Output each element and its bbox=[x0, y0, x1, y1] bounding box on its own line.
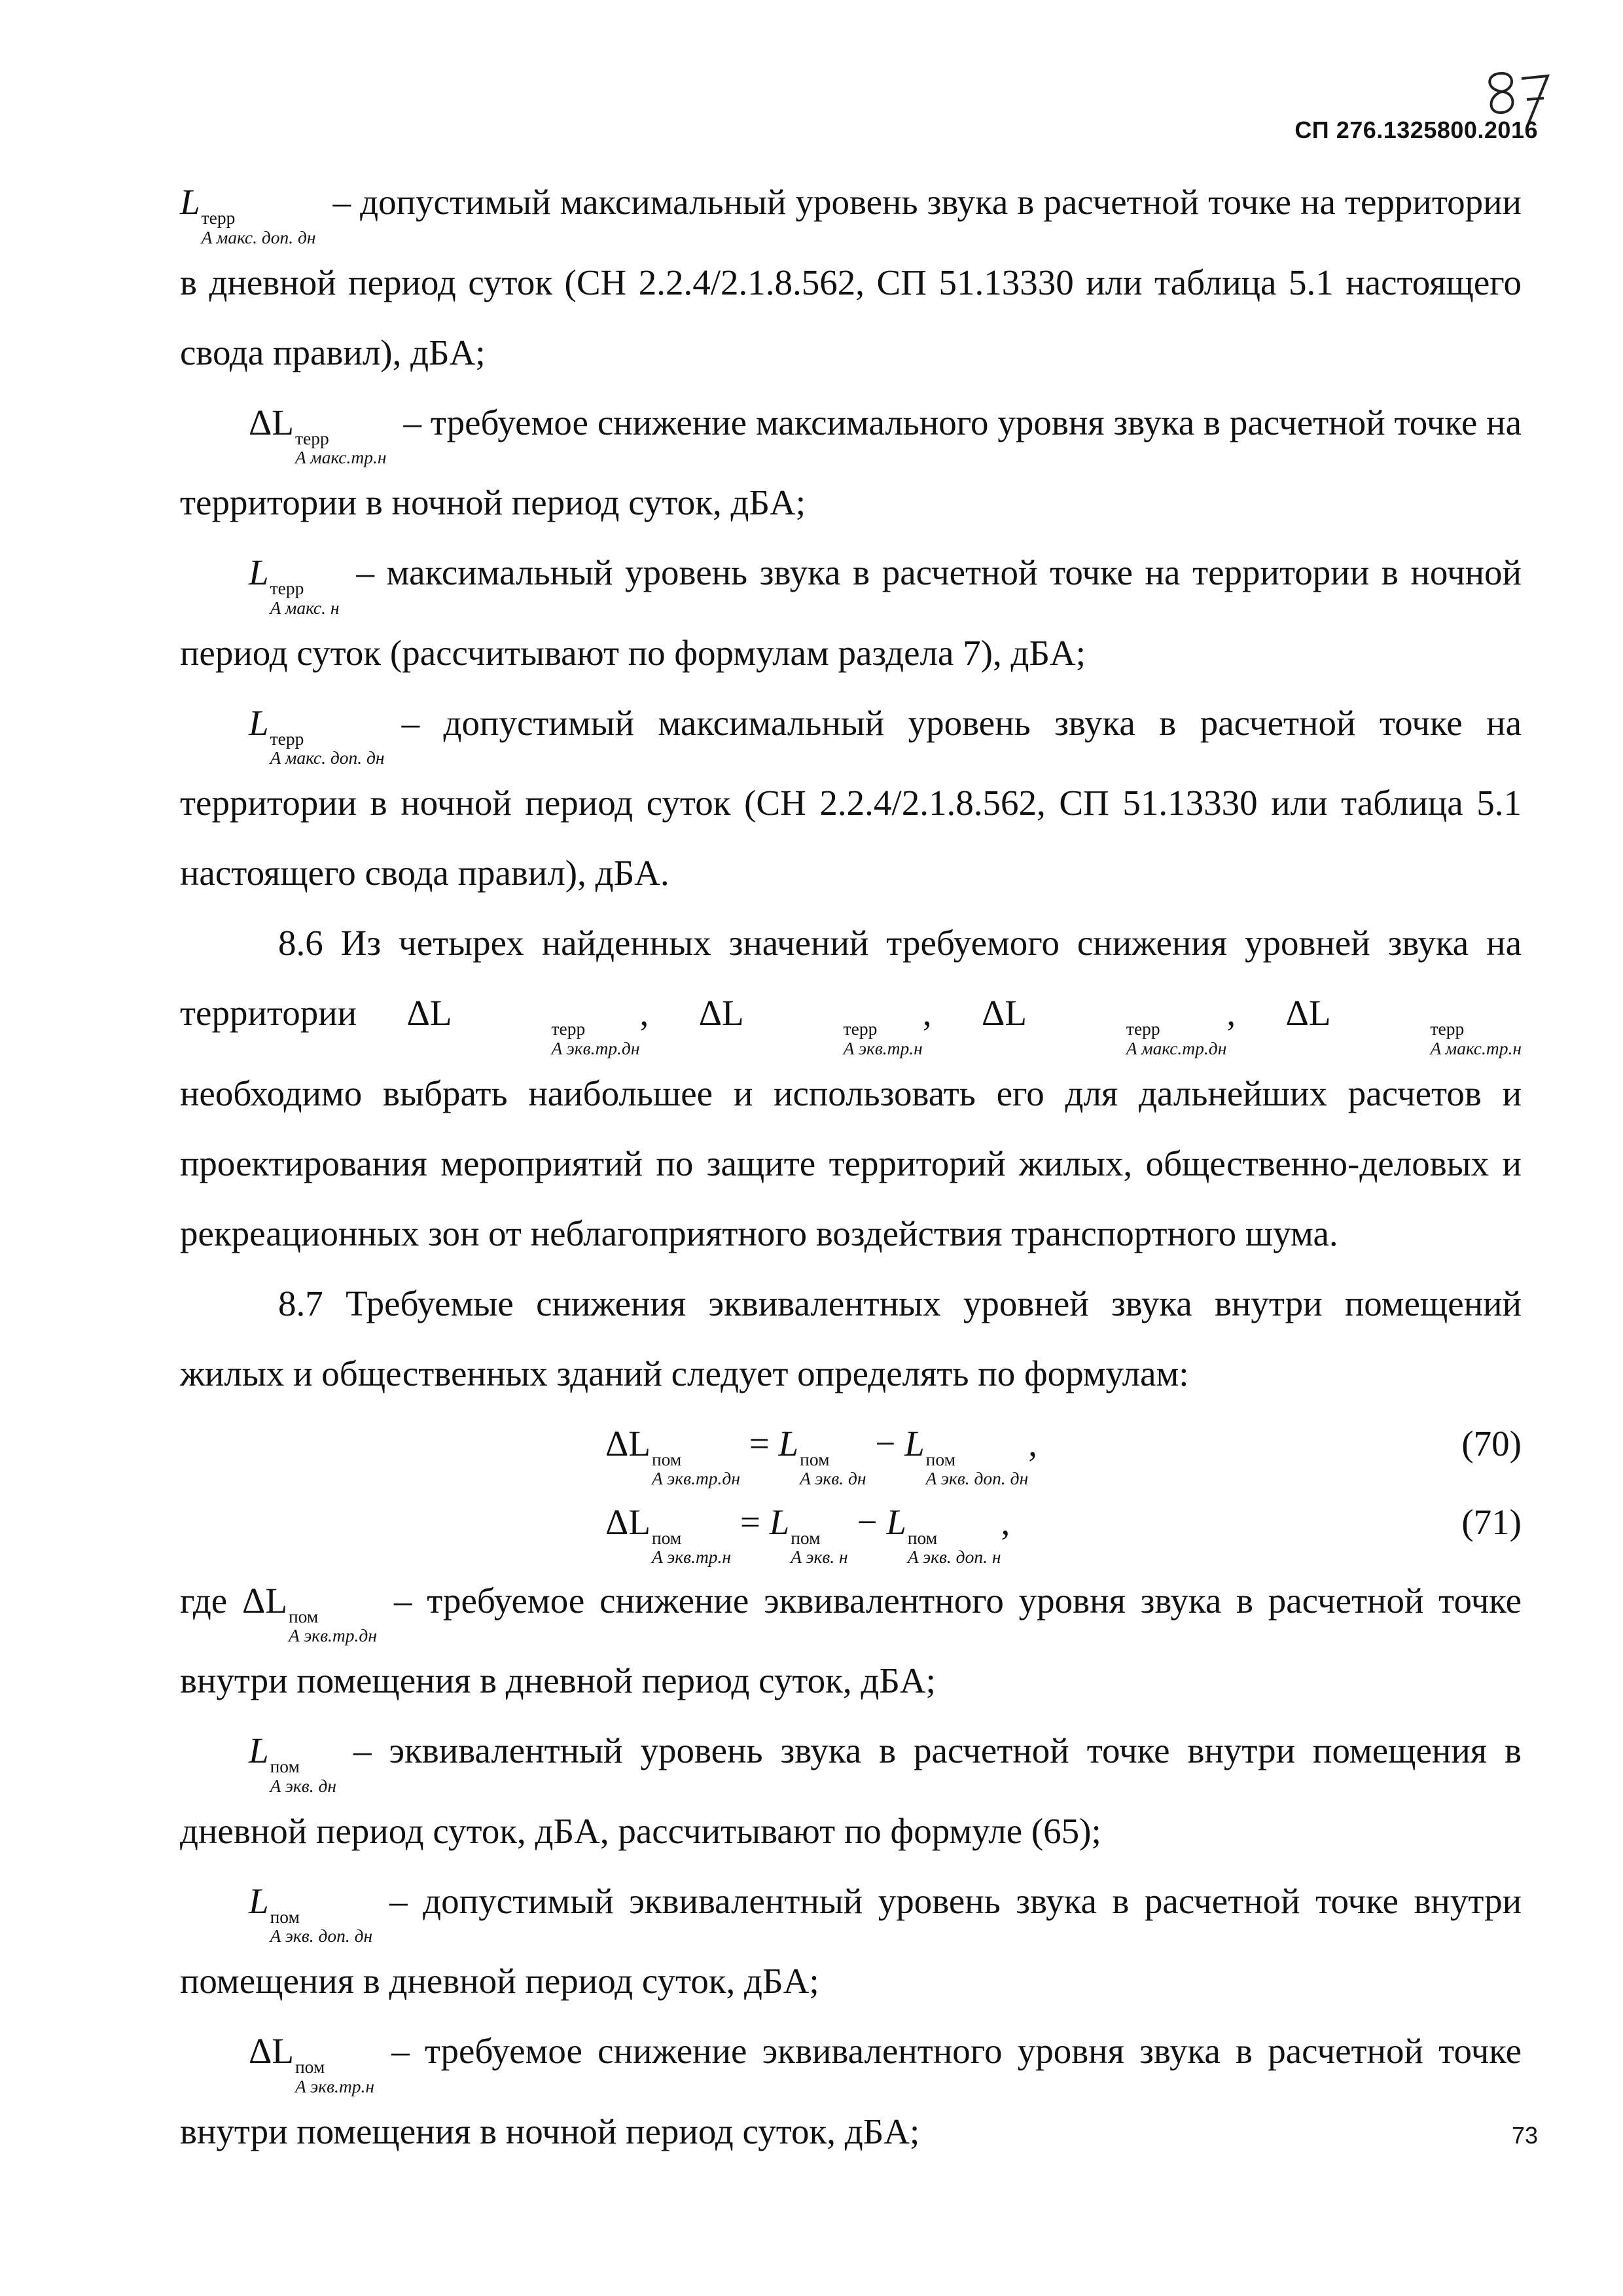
formula-number: (70) bbox=[1461, 1423, 1522, 1463]
definition-text: – допустимый максимальный уровень звука в расчетной точке на территории в ночной период суток (СН 2.2.4/2.1.8.562, СП 51.13330 или таблица 5.1 настоящего свода правил), дБA. bbox=[180, 702, 1522, 893]
definition-text: – требуемое снижение максимального уровня звука в расчетной точке на территории в ночной период суток, дБA; bbox=[180, 402, 1522, 522]
math-symbol: ΔL терр A макс.тр.н bbox=[249, 402, 387, 468]
definition-text: – максимальный уровень звука в расчетной точке на территории в ночной период суток (рассчитывают по формулам раздела 7), дБA; bbox=[180, 552, 1522, 673]
formula-70: ΔL пом A экв.тр.дн = L пом A экв. дн − L пом A экв. доп. дн , (70) bbox=[180, 1408, 1522, 1487]
definition-text: – допустимый эквивалентный уровень звука в расчетной точке внутри помещения в дневной период суток, дБA; bbox=[180, 1880, 1522, 2001]
math-symbol: L терр A макс. н bbox=[249, 552, 340, 618]
definition-paragraph bbox=[180, 167, 1522, 387]
document-code: СП 276.1325800.2016 bbox=[1294, 117, 1538, 143]
formula-number: (71) bbox=[1461, 1501, 1522, 1542]
math-symbol: ΔL пом A экв.тр.дн bbox=[241, 1580, 377, 1646]
definition-text: – требуемое снижение эквивалентного уровня звука в расчетной точке внутри помещения в дневной период суток, дБA; bbox=[180, 1580, 1522, 1700]
formula-71: ΔL пом A экв.тр.н = L пом A экв. н − L пом A экв. доп. н , (71) bbox=[180, 1487, 1522, 1566]
math-symbol: ΔL терр A экв.тр.н bbox=[698, 993, 923, 1058]
math-symbol: L терр A макс. доп. дн bbox=[180, 182, 316, 247]
definition-paragraph bbox=[180, 537, 1522, 688]
page-number: 73 bbox=[1511, 2122, 1538, 2149]
definition-paragraph bbox=[180, 688, 1522, 908]
definition-paragraph bbox=[180, 2016, 1522, 2166]
math-symbol: L пом A экв. дн bbox=[249, 1731, 336, 1796]
definition-text: – допустимый максимальный уровень звука в расчетной точке на территории в дневной период суток (СН 2.2.4/2.1.8.562, СП 51.13330 или таблица 5.1 настоящего свода правил), дБA; bbox=[180, 182, 1522, 372]
definition-text: – эквивалентный уровень звука в расчетной точке внутри помещения в дневной период суток, дБA, рассчитывают по формуле (65); bbox=[180, 1731, 1522, 1851]
math-symbol: ΔL терр A макс.тр.дн bbox=[981, 993, 1227, 1058]
definition-paragraph bbox=[180, 1866, 1522, 2017]
section-8-6-paragraph: 8.6 Из четырех найденных значений требуемого снижения уровней звука на территории ΔL терр A экв.тр.дн , ΔL терр A экв.тр.н , ΔL терр A макс.тр.дн , ΔL терр A макс.тр.н необходимо выбрать наибольшее и использовать его для дальнейших расчетов и проектирования мероприятий по защите территорий жилых, общественно-деловых и рекреационных зон от неблагоприятного воздействия транспортного шума. bbox=[180, 923, 1522, 1253]
math-symbol: ΔL терр A экв.тр.дн bbox=[406, 993, 640, 1058]
definition-paragraph bbox=[180, 387, 1522, 538]
math-symbol: ΔL терр A макс.тр.н bbox=[1285, 993, 1522, 1058]
math-symbol: L терр A макс. доп. дн bbox=[249, 702, 385, 768]
section-8-7-paragraph: 8.7 Требуемые снижения эквивалентных уровней звука внутри помещений жилых и общественных зданий следует определять по формулам: bbox=[180, 1283, 1522, 1393]
definition-text: – требуемое снижение эквивалентного уровня звука в расчетной точке внутри помещения в ночной период суток, дБA; bbox=[180, 2031, 1522, 2151]
definition-paragraph: где ΔL пом A экв.тр.дн – требуемое снижение эквивалентного уровня звука в расчетной точке внутри помещения в дневной период суток, дБA; bbox=[180, 1566, 1522, 1716]
math-symbol: ΔL пом A экв.тр.н bbox=[249, 2031, 375, 2096]
body-text bbox=[180, 167, 1522, 2166]
math-symbol: L пом A экв. доп. дн bbox=[249, 1880, 373, 1946]
definition-paragraph bbox=[180, 1715, 1522, 1866]
